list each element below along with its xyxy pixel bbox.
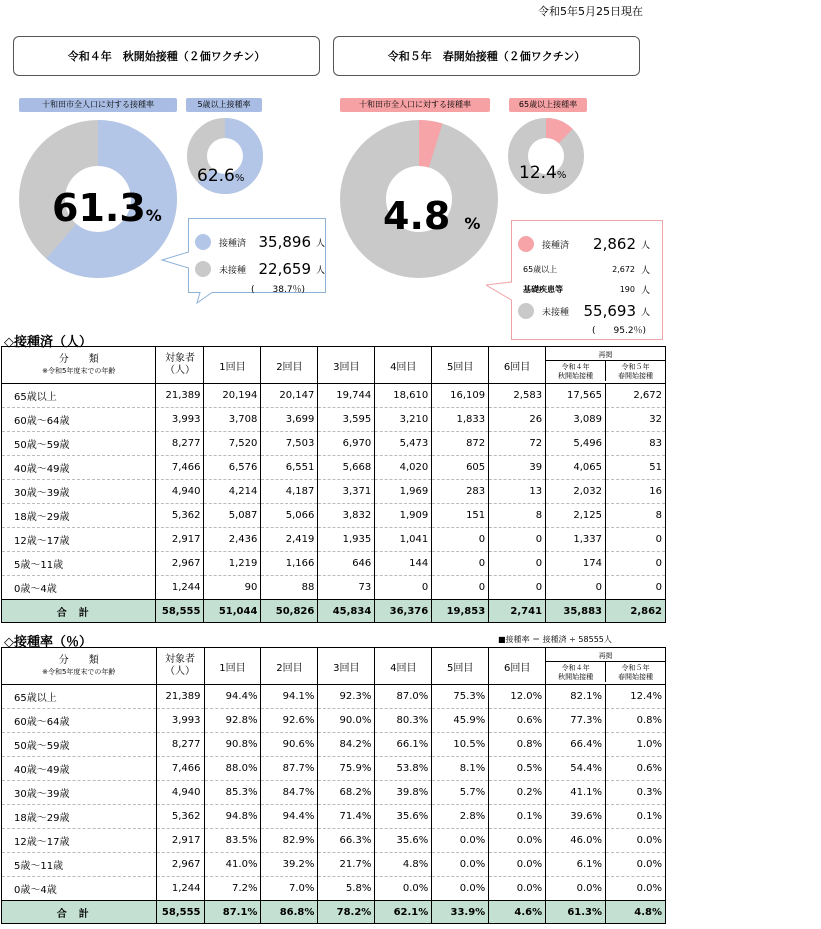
value-cell: 2,125	[546, 504, 606, 528]
value-cell: 16,109	[432, 384, 489, 408]
value-cell: 18,610	[375, 384, 432, 408]
value-cell: 6,551	[261, 456, 318, 480]
value-cell: 0.8%	[489, 733, 546, 757]
value-cell: 5.7%	[432, 781, 489, 805]
value-cell: 0	[489, 528, 546, 552]
value-cell: 21,389	[156, 384, 204, 408]
spring-sub-donut	[506, 116, 586, 196]
value-cell: 3,993	[156, 408, 204, 432]
value-cell: 21,389	[156, 685, 204, 709]
dose-header-5: 5回目	[432, 347, 489, 384]
category-header: 分 類 ※令和5年度末での年齢	[2, 347, 156, 384]
counts-table-row	[2, 408, 666, 432]
dose-header-1: 1回目	[204, 648, 261, 685]
counts-table-row	[2, 456, 666, 480]
value-cell: 4,065	[546, 456, 606, 480]
value-cell: 0.0%	[375, 877, 432, 901]
value-cell: 82.1%	[546, 685, 606, 709]
value-cell: 144	[375, 552, 432, 576]
value-cell: 2,967	[156, 552, 204, 576]
reprint-header: 再掲 令和４年 秋開始接種 令和５年 春開始接種	[546, 648, 666, 685]
value-cell: 0.0%	[432, 877, 489, 901]
value-cell: 85.3%	[204, 781, 261, 805]
value-cell: 0.0%	[606, 853, 666, 877]
blue-dot-icon	[195, 234, 211, 250]
value-cell: 92.6%	[261, 709, 318, 733]
value-cell: 1,969	[375, 480, 432, 504]
spring-over65-row	[523, 263, 650, 276]
counts-table-row	[2, 432, 666, 456]
total-cell: 51,044	[204, 600, 261, 623]
age-group-cell: 18歳～29歳	[2, 504, 156, 528]
value-cell: 1.0%	[606, 733, 666, 757]
category-header: 分 類 ※令和5年度末での年齢	[2, 648, 157, 685]
value-cell: 3,089	[546, 408, 606, 432]
report-date: 令和5年5月25日現在	[538, 5, 643, 18]
value-cell: 3,832	[318, 504, 375, 528]
spring-not-label: 未接種	[542, 307, 570, 318]
value-cell: 45.9%	[432, 709, 489, 733]
age-group-cell: 50歳～59歳	[2, 733, 157, 757]
total-cell: 62.1%	[375, 901, 432, 924]
value-cell: 88	[261, 576, 318, 600]
value-cell: 0	[489, 576, 546, 600]
value-cell: 4,214	[204, 480, 261, 504]
value-cell: 0	[432, 576, 489, 600]
counts-table-row	[2, 552, 666, 576]
value-cell: 5.8%	[318, 877, 375, 901]
total-cell: 58,555	[156, 600, 204, 623]
reprint-header: 再掲 令和４年 秋開始接種 令和５年 春開始接種	[546, 347, 666, 384]
dose-header-4: 4回目	[375, 648, 432, 685]
value-cell: 3,708	[204, 408, 261, 432]
value-cell: 90.6%	[261, 733, 318, 757]
value-cell: 88.0%	[204, 757, 261, 781]
spring-disease-row	[523, 283, 650, 296]
value-cell: 0.1%	[489, 805, 546, 829]
age-group-cell: 5歳～11歳	[2, 552, 156, 576]
spring-over65-count: 2,672	[612, 265, 635, 274]
value-cell: 73	[318, 576, 375, 600]
dose-header-1: 1回目	[204, 347, 261, 384]
value-cell: 0.0%	[432, 829, 489, 853]
spring-title: 令和５年 春開始接種（２価ワクチン）	[333, 36, 640, 76]
age-group-cell: 65歳以上	[2, 384, 156, 408]
value-cell: 12.4%	[606, 685, 666, 709]
value-cell: 283	[432, 480, 489, 504]
age-group-cell: 40歳～49歳	[2, 456, 156, 480]
total-label: 合計	[2, 600, 156, 623]
value-cell: 0.0%	[489, 877, 546, 901]
total-cell: 4.8%	[606, 901, 666, 924]
value-cell: 1,909	[375, 504, 432, 528]
rates-table-row	[2, 733, 666, 757]
age-group-cell: 60歳～64歳	[2, 709, 157, 733]
total-cell: 4.6%	[489, 901, 546, 924]
value-cell: 77.3%	[546, 709, 606, 733]
value-cell: 94.4%	[261, 805, 318, 829]
value-cell: 39.6%	[546, 805, 606, 829]
total-cell: 33.9%	[432, 901, 489, 924]
value-cell: 82.9%	[261, 829, 318, 853]
autumn-not-label: 未接種	[219, 265, 247, 276]
value-cell: 605	[432, 456, 489, 480]
rates-table	[1, 647, 666, 924]
value-cell: 0.0%	[489, 853, 546, 877]
target-header: 対象者 （人）	[156, 347, 204, 384]
spring-not-row	[518, 302, 650, 320]
value-cell: 39.2%	[261, 853, 318, 877]
value-cell: 0	[606, 552, 666, 576]
total-cell: 87.1%	[204, 901, 261, 924]
value-cell: 1,244	[156, 877, 204, 901]
value-cell: 51	[606, 456, 666, 480]
spring-over65-label: 65歳以上	[523, 265, 558, 274]
spring-not-pct: ( 95.2％)	[592, 326, 647, 336]
autumn-not-count: 22,659	[258, 260, 311, 278]
value-cell: 5,473	[375, 432, 432, 456]
value-cell: 0.0%	[606, 829, 666, 853]
age-group-cell: 5歳～11歳	[2, 853, 157, 877]
counts-table	[1, 346, 666, 623]
value-cell: 8	[606, 504, 666, 528]
value-cell: 8.1%	[432, 757, 489, 781]
age-group-cell: 30歳～39歳	[2, 781, 157, 805]
value-cell: 94.8%	[204, 805, 261, 829]
value-cell: 3,371	[318, 480, 375, 504]
autumn-not-pct: ( 38.7％)	[251, 285, 306, 295]
value-cell: 41.0%	[204, 853, 261, 877]
counts-section-title: ◇接種済（人）	[4, 335, 92, 350]
total-cell: 78.2%	[318, 901, 375, 924]
value-cell: 5,668	[318, 456, 375, 480]
value-cell: 0.6%	[489, 709, 546, 733]
dose-header-3: 3回目	[318, 347, 375, 384]
rates-table-row	[2, 781, 666, 805]
value-cell: 20,194	[204, 384, 261, 408]
value-cell: 53.8%	[375, 757, 432, 781]
counts-table-row	[2, 384, 666, 408]
total-cell: 2,741	[489, 600, 546, 623]
value-cell: 5,066	[261, 504, 318, 528]
value-cell: 3,993	[156, 709, 204, 733]
value-cell: 151	[432, 504, 489, 528]
value-cell: 68.2%	[318, 781, 375, 805]
dose-header-2: 2回目	[261, 648, 318, 685]
counts-total-row	[2, 600, 666, 623]
spring-vaccinated-row	[518, 235, 650, 253]
value-cell: 2,436	[204, 528, 261, 552]
rates-table-row	[2, 685, 666, 709]
value-cell: 54.4%	[546, 757, 606, 781]
value-cell: 2,672	[606, 384, 666, 408]
value-cell: 7.0%	[261, 877, 318, 901]
value-cell: 0.2%	[489, 781, 546, 805]
value-cell: 66.4%	[546, 733, 606, 757]
rates-table-row	[2, 757, 666, 781]
value-cell: 0	[606, 576, 666, 600]
value-cell: 2.8%	[432, 805, 489, 829]
value-cell: 872	[432, 432, 489, 456]
age-group-cell: 0歳～4歳	[2, 576, 156, 600]
value-cell: 174	[546, 552, 606, 576]
dose-header-4: 4回目	[375, 347, 432, 384]
value-cell: 3,699	[261, 408, 318, 432]
value-cell: 39	[489, 456, 546, 480]
value-cell: 39.8%	[375, 781, 432, 805]
value-cell: 0.0%	[432, 853, 489, 877]
autumn-total-rate: 61.3%	[52, 186, 162, 230]
autumn-vaccinated-row	[195, 233, 325, 251]
value-cell: 0.0%	[546, 877, 606, 901]
value-cell: 32	[606, 408, 666, 432]
rates-table-row	[2, 829, 666, 853]
value-cell: 92.8%	[204, 709, 261, 733]
rates-table-row	[2, 853, 666, 877]
value-cell: 20,147	[261, 384, 318, 408]
person-unit: 人	[641, 240, 651, 251]
value-cell: 0.0%	[606, 877, 666, 901]
spring-sub-rate: 12.4%	[519, 163, 567, 183]
value-cell: 2,967	[156, 853, 204, 877]
value-cell: 3,210	[375, 408, 432, 432]
target-header: 対象者 （人）	[156, 648, 204, 685]
value-cell: 10.5%	[432, 733, 489, 757]
value-cell: 46.0%	[546, 829, 606, 853]
autumn-total-label: 十和田市全人口に対する接種率	[19, 98, 177, 112]
autumn-vaccinated-label: 接種済	[219, 238, 247, 249]
value-cell: 7,466	[156, 757, 204, 781]
value-cell: 94.4%	[204, 685, 261, 709]
value-cell: 6,970	[318, 432, 375, 456]
value-cell: 1,244	[156, 576, 204, 600]
value-cell: 7,503	[261, 432, 318, 456]
dose-header-6: 6回目	[489, 347, 546, 384]
value-cell: 0.6%	[606, 757, 666, 781]
value-cell: 80.3%	[375, 709, 432, 733]
value-cell: 1,337	[546, 528, 606, 552]
value-cell: 41.1%	[546, 781, 606, 805]
autumn-vaccinated-count: 35,896	[258, 233, 311, 251]
value-cell: 19,744	[318, 384, 375, 408]
value-cell: 5,087	[204, 504, 261, 528]
age-group-cell: 60歳～64歳	[2, 408, 156, 432]
dose-header-3: 3回目	[318, 648, 375, 685]
value-cell: 83.5%	[204, 829, 261, 853]
value-cell: 1,219	[204, 552, 261, 576]
spring-disease-count: 190	[619, 285, 635, 294]
value-cell: 71.4%	[318, 805, 375, 829]
value-cell: 66.1%	[375, 733, 432, 757]
value-cell: 0	[432, 528, 489, 552]
value-cell: 0.3%	[606, 781, 666, 805]
total-cell: 19,853	[432, 600, 489, 623]
value-cell: 21.7%	[318, 853, 375, 877]
autumn-reprint-header: 令和４年 秋開始接種	[546, 662, 606, 682]
value-cell: 6.1%	[546, 853, 606, 877]
value-cell: 90	[204, 576, 261, 600]
value-cell: 4,020	[375, 456, 432, 480]
value-cell: 35.6%	[375, 805, 432, 829]
autumn-not-row	[195, 260, 325, 278]
age-group-cell: 12歳～17歳	[2, 829, 157, 853]
person-unit: 人	[641, 307, 651, 318]
value-cell: 7,466	[156, 456, 204, 480]
value-cell: 1,166	[261, 552, 318, 576]
value-cell: 3,595	[318, 408, 375, 432]
pink-dot-icon	[518, 236, 534, 252]
value-cell: 13	[489, 480, 546, 504]
value-cell: 16	[606, 480, 666, 504]
rates-table-row	[2, 709, 666, 733]
value-cell: 5,362	[156, 805, 204, 829]
total-label: 合計	[2, 901, 157, 924]
value-cell: 1,041	[375, 528, 432, 552]
rates-section-title: ◇接種率（％）	[4, 635, 92, 650]
person-unit: 人	[641, 286, 651, 296]
person-unit: 人	[316, 238, 326, 249]
spring-vaccinated-count: 2,862	[593, 235, 636, 253]
counts-table-row	[2, 528, 666, 552]
value-cell: 5,362	[156, 504, 204, 528]
person-unit: 人	[316, 265, 326, 276]
value-cell: 0	[489, 552, 546, 576]
value-cell: 5,496	[546, 432, 606, 456]
value-cell: 35.6%	[375, 829, 432, 853]
value-cell: 646	[318, 552, 375, 576]
autumn-title: 令和４年 秋開始接種（２価ワクチン）	[13, 36, 320, 76]
age-group-cell: 18歳～29歳	[2, 805, 157, 829]
counts-table-row	[2, 504, 666, 528]
age-group-cell: 40歳～49歳	[2, 757, 157, 781]
total-cell: 2,862	[606, 600, 666, 623]
age-group-cell: 12歳～17歳	[2, 528, 156, 552]
value-cell: 0.8%	[606, 709, 666, 733]
value-cell: 83	[606, 432, 666, 456]
gray-dot-icon	[195, 261, 211, 277]
value-cell: 90.8%	[204, 733, 261, 757]
counts-table-row	[2, 480, 666, 504]
value-cell: 0	[546, 576, 606, 600]
value-cell: 90.0%	[318, 709, 375, 733]
person-unit: 人	[641, 266, 651, 276]
total-cell: 61.3%	[546, 901, 606, 924]
spring-disease-label: 基礎疾患等	[523, 285, 563, 294]
value-cell: 17,565	[546, 384, 606, 408]
value-cell: 66.3%	[318, 829, 375, 853]
counts-table-row	[2, 576, 666, 600]
value-cell: 26	[489, 408, 546, 432]
value-cell: 84.7%	[261, 781, 318, 805]
value-cell: 1,833	[432, 408, 489, 432]
spring-reprint-header: 令和５年 春開始接種	[618, 663, 654, 681]
age-group-cell: 30歳～39歳	[2, 480, 156, 504]
value-cell: 94.1%	[261, 685, 318, 709]
value-cell: 2,032	[546, 480, 606, 504]
total-cell: 58,555	[156, 901, 204, 924]
value-cell: 8,277	[156, 432, 204, 456]
value-cell: 2,917	[156, 829, 204, 853]
value-cell: 7.2%	[204, 877, 261, 901]
value-cell: 87.7%	[261, 757, 318, 781]
rates-table-row	[2, 805, 666, 829]
value-cell: 0	[606, 528, 666, 552]
value-cell: 7,520	[204, 432, 261, 456]
value-cell: 72	[489, 432, 546, 456]
value-cell: 4.8%	[375, 853, 432, 877]
rates-formula-note: ■接種率 ＝ 接種済 ÷ 58555人	[498, 635, 612, 644]
value-cell: 0	[432, 552, 489, 576]
value-cell: 0.0%	[489, 829, 546, 853]
value-cell: 1,935	[318, 528, 375, 552]
value-cell: 2,419	[261, 528, 318, 552]
value-cell: 75.3%	[432, 685, 489, 709]
age-group-cell: 65歳以上	[2, 685, 157, 709]
value-cell: 92.3%	[318, 685, 375, 709]
rates-table-row	[2, 877, 666, 901]
value-cell: 87.0%	[375, 685, 432, 709]
value-cell: 0	[375, 576, 432, 600]
value-cell: 8	[489, 504, 546, 528]
value-cell: 4,940	[156, 480, 204, 504]
age-group-cell: 50歳～59歳	[2, 432, 156, 456]
value-cell: 84.2%	[318, 733, 375, 757]
value-cell: 2,583	[489, 384, 546, 408]
total-cell: 50,826	[261, 600, 318, 623]
spring-total-rate: 4.8 %	[383, 194, 481, 238]
value-cell: 4,187	[261, 480, 318, 504]
value-cell: 12.0%	[489, 685, 546, 709]
value-cell: 4,940	[156, 781, 204, 805]
total-cell: 36,376	[375, 600, 432, 623]
rates-total-row	[2, 901, 666, 924]
value-cell: 0.1%	[606, 805, 666, 829]
value-cell: 6,576	[204, 456, 261, 480]
dose-header-5: 5回目	[432, 648, 489, 685]
spring-reprint-header: 令和５年 春開始接種	[618, 362, 654, 380]
total-cell: 35,883	[546, 600, 606, 623]
value-cell: 75.9%	[318, 757, 375, 781]
spring-sub-label: 65歳以上接種率	[509, 98, 587, 112]
value-cell: 0.5%	[489, 757, 546, 781]
total-cell: 86.8%	[261, 901, 318, 924]
spring-total-label: 十和田市全人口に対する接種率	[340, 98, 490, 112]
total-cell: 45,834	[318, 600, 375, 623]
autumn-sub-rate: 62.6%	[197, 166, 245, 186]
value-cell: 8,277	[156, 733, 204, 757]
spring-vaccinated-label: 接種済	[542, 240, 570, 251]
dose-header-6: 6回目	[489, 648, 546, 685]
autumn-reprint-header: 令和４年 秋開始接種	[546, 361, 606, 381]
dose-header-2: 2回目	[261, 347, 318, 384]
value-cell: 2,917	[156, 528, 204, 552]
spring-not-count: 55,693	[583, 302, 636, 320]
autumn-sub-label: 5歳以上接種率	[186, 98, 262, 112]
age-group-cell: 0歳～4歳	[2, 877, 157, 901]
gray-dot-icon	[518, 303, 534, 319]
